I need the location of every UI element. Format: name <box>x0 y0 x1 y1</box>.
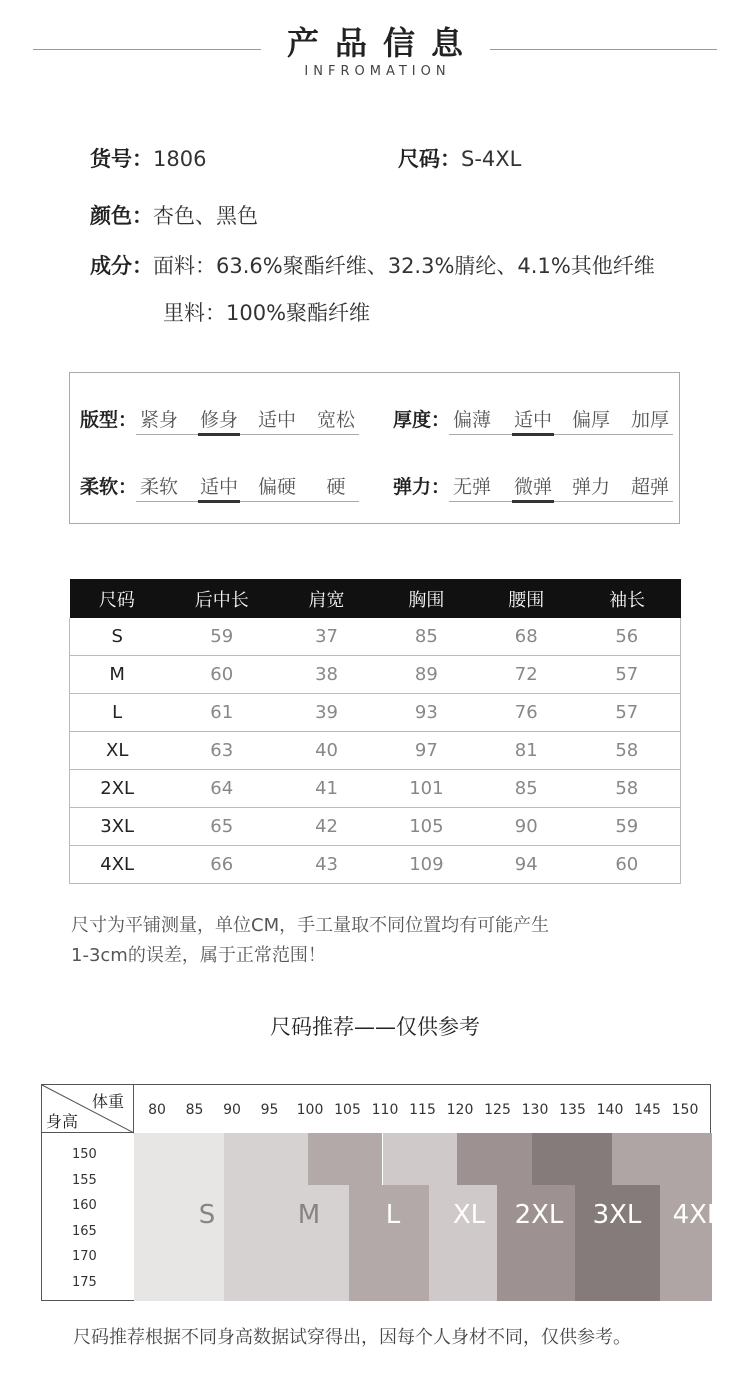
recommend-footnote: 尺码推荐根据不同身高数据试穿得出，因每个人身材不同，仅供参考。 <box>73 1327 631 1348</box>
measurement-cell: 42 <box>279 808 374 846</box>
feature-box <box>69 372 680 524</box>
feature-option: 修身 <box>199 409 238 431</box>
size-table-row <box>70 846 681 884</box>
size-zone-block <box>383 1133 457 1185</box>
size-zone-label: L <box>385 1200 401 1230</box>
measurement-cell: 40 <box>279 732 374 770</box>
measurement-cell: 85 <box>374 618 479 656</box>
weight-tick: 150 <box>671 1102 699 1118</box>
feature-option: 偏薄 <box>452 409 491 431</box>
feature-scale-line <box>136 434 359 435</box>
feature-option: 柔软 <box>139 476 178 498</box>
composition-info <box>90 250 655 280</box>
measurement-cell: 68 <box>479 618 574 656</box>
height-tick: 160 <box>72 1198 97 1213</box>
measurement-cell: 63 <box>164 732 279 770</box>
feature-scale-line <box>449 434 673 435</box>
measurement-cell: 90 <box>479 808 574 846</box>
size-range <box>398 143 521 173</box>
weight-tick: 120 <box>446 1102 474 1118</box>
size-recommend-grid <box>41 1084 722 1301</box>
fabric-value: 面料：63.6%聚酯纤维、32.3%腈纶、4.1%其他纤维 <box>153 254 655 278</box>
measurement-cell: 38 <box>279 656 374 694</box>
weight-tick: 90 <box>223 1102 241 1118</box>
size-table-header-cell: 胸围 <box>374 579 479 618</box>
measurement-cell: 94 <box>479 846 574 884</box>
size-zone-block <box>308 1133 382 1185</box>
feature-selected-marker <box>198 500 240 503</box>
feature-option: 超弹 <box>630 476 669 498</box>
height-tick: 155 <box>72 1172 97 1188</box>
measurement-cell: 58 <box>574 732 681 770</box>
measurement-cell: 58 <box>574 770 681 808</box>
measurement-cell: 57 <box>574 694 681 732</box>
size-zone-block <box>532 1133 612 1185</box>
weight-tick: 145 <box>634 1102 661 1118</box>
weight-tick: 135 <box>559 1102 586 1118</box>
size-cell: 3XL <box>70 808 165 846</box>
measurement-cell: 65 <box>164 808 279 846</box>
feature-option: 无弹 <box>452 476 491 498</box>
measurement-cell: 39 <box>279 694 374 732</box>
feature-option: 适中 <box>513 409 552 431</box>
measurement-cell: 101 <box>374 770 479 808</box>
weight-tick: 85 <box>185 1102 204 1118</box>
size-table-header-cell: 尺码 <box>70 579 165 618</box>
measurement-cell: 64 <box>164 770 279 808</box>
measurement-cell: 56 <box>574 618 681 656</box>
feature-label: 厚度： <box>393 409 451 431</box>
size-range-value: S-4XL <box>461 147 522 171</box>
measurement-cell: 97 <box>374 732 479 770</box>
size-zone-label: M <box>297 1200 321 1230</box>
feature-option: 适中 <box>257 409 296 431</box>
weight-tick: 100 <box>296 1102 324 1118</box>
size-zone-label: 2XL <box>514 1200 564 1230</box>
feature-option: 紧身 <box>139 409 178 431</box>
size-zone-label: 4XL <box>672 1200 722 1230</box>
size-cell: XL <box>70 732 165 770</box>
page-title: 产品信息 <box>286 24 479 62</box>
feature-option: 硬 <box>326 476 346 498</box>
size-zone-label: XL <box>452 1200 486 1230</box>
size-table <box>69 579 681 884</box>
size-table-row <box>70 694 681 732</box>
size-table-row <box>70 808 681 846</box>
feature-label: 弹力： <box>393 476 451 498</box>
size-table-header-cell: 袖长 <box>574 579 681 618</box>
size-table-row <box>70 732 681 770</box>
measurement-cell: 59 <box>574 808 681 846</box>
size-zone-block <box>224 1133 308 1185</box>
measurement-cell: 60 <box>164 656 279 694</box>
size-range-label: 尺码： <box>398 147 461 171</box>
feature-selected-marker <box>512 500 554 503</box>
measurement-cell: 41 <box>279 770 374 808</box>
size-table-header-cell: 后中长 <box>164 579 279 618</box>
measurement-cell: 37 <box>279 618 374 656</box>
page-subtitle: INFROMATION <box>304 64 451 79</box>
size-zone-block <box>457 1133 532 1185</box>
height-tick: 150 <box>72 1147 97 1162</box>
color-label: 颜色： <box>90 204 153 228</box>
size-zone-label: 3XL <box>592 1200 642 1230</box>
height-tick: 170 <box>72 1249 97 1264</box>
composition-label: 成分： <box>90 254 153 278</box>
measurement-cell: 85 <box>479 770 574 808</box>
measurement-cell: 59 <box>164 618 279 656</box>
size-table-row <box>70 770 681 808</box>
color-info <box>90 200 258 230</box>
size-table-header-cell: 腰围 <box>479 579 574 618</box>
recommend-title: 尺码推荐——仅供参考 <box>270 1015 480 1039</box>
measurement-cell: 93 <box>374 694 479 732</box>
feature-selected-marker <box>198 433 240 436</box>
weight-tick: 110 <box>371 1102 399 1118</box>
lining-info: 里料：100%聚酯纤维 <box>163 301 371 325</box>
weight-tick: 115 <box>409 1102 436 1118</box>
measurement-cell: 57 <box>574 656 681 694</box>
feature-option: 偏厚 <box>571 409 610 431</box>
measurement-cell: 61 <box>164 694 279 732</box>
weight-tick: 140 <box>596 1102 624 1118</box>
feature-scale-line <box>449 501 673 502</box>
height-axis-label: 身高 <box>46 1112 79 1131</box>
size-zone-label: S <box>198 1200 216 1230</box>
measurement-cell: 43 <box>279 846 374 884</box>
weight-tick: 105 <box>334 1102 361 1118</box>
feature-option: 弹力 <box>571 476 610 498</box>
measurement-cell: 81 <box>479 732 574 770</box>
feature-option: 适中 <box>199 476 238 498</box>
size-cell: 4XL <box>70 846 165 884</box>
measurement-cell: 60 <box>574 846 681 884</box>
size-table-header-cell: 肩宽 <box>279 579 374 618</box>
measurement-cell: 109 <box>374 846 479 884</box>
item-number-value: 1806 <box>153 147 207 171</box>
feature-label: 柔软： <box>80 476 138 498</box>
weight-tick: 130 <box>521 1102 549 1118</box>
size-cell: 2XL <box>70 770 165 808</box>
feature-label: 版型： <box>80 409 138 431</box>
weight-tick: 80 <box>148 1102 166 1118</box>
feature-option: 宽松 <box>316 409 355 431</box>
size-table-row <box>70 656 681 694</box>
feature-option: 微弹 <box>513 476 552 498</box>
weight-tick: 125 <box>484 1102 511 1118</box>
measurement-cell: 72 <box>479 656 574 694</box>
size-cell: S <box>70 618 165 656</box>
grid-corner <box>42 1085 134 1133</box>
weight-axis-label: 体重 <box>92 1092 125 1111</box>
size-table-header <box>70 579 681 618</box>
height-tick: 175 <box>72 1274 97 1290</box>
color-value: 杏色、黑色 <box>153 204 258 228</box>
size-cell: L <box>70 694 165 732</box>
feature-selected-marker <box>512 433 554 436</box>
item-number-label: 货号： <box>90 147 153 171</box>
height-tick: 165 <box>72 1223 97 1239</box>
measurement-note-line-1: 尺寸为平铺测量，单位CM，手工量取不同位置均有可能产生 <box>71 915 550 936</box>
measurement-cell: 89 <box>374 656 479 694</box>
measurement-cell: 105 <box>374 808 479 846</box>
item-number <box>90 143 206 173</box>
weight-tick: 95 <box>260 1102 279 1118</box>
size-cell: M <box>70 656 165 694</box>
size-table-row <box>70 618 681 656</box>
feature-option: 加厚 <box>630 409 669 431</box>
feature-scale-line <box>136 501 359 502</box>
feature-option: 偏硬 <box>257 476 296 498</box>
size-zone-block <box>612 1133 712 1185</box>
measurement-note-line-2: 1-3cm的误差，属于正常范围！ <box>71 945 326 966</box>
measurement-cell: 76 <box>479 694 574 732</box>
measurement-cell: 66 <box>164 846 279 884</box>
